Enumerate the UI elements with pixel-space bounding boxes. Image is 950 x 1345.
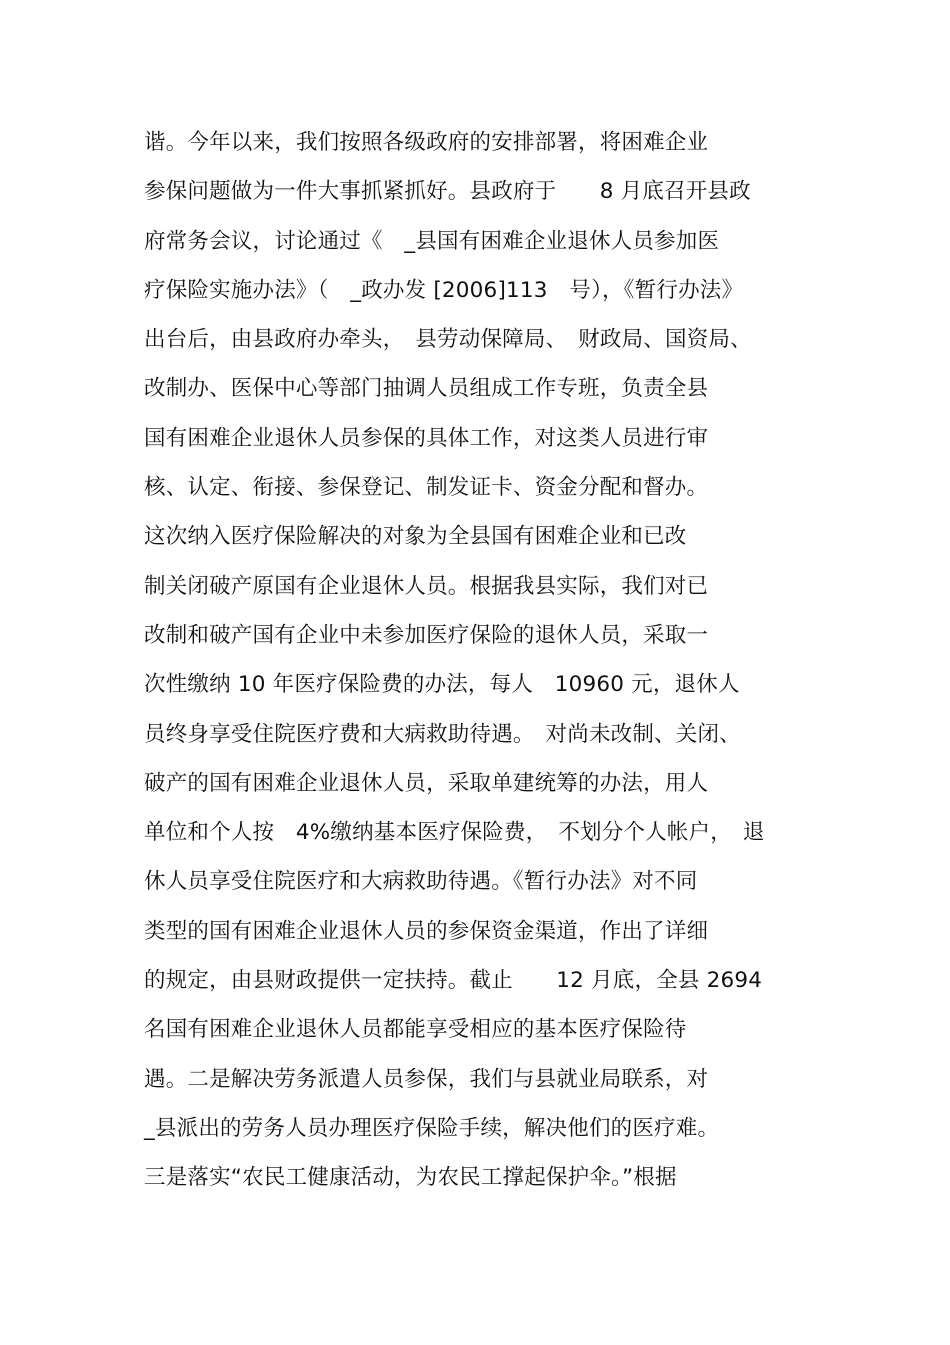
text-line: 参保问题做为一件大事抓紧抓好。县政府于 8 月底召开县政 — [144, 179, 751, 205]
text-line: 国有困难企业退休人员参保的具体工作，对这类人员进行审 — [144, 425, 709, 451]
text-line: 府常务会议，讨论通过《 _县国有困难企业退休人员参加医 — [144, 228, 720, 254]
text-line: 三是落实“农民工健康活动，为农民工撑起保护伞。”根据 — [144, 1165, 677, 1191]
text-line: 制关闭破产原国有企业退休人员。根据我县实际，我们对已 — [144, 573, 709, 599]
text-line: 疗保险实施办法》（ _政办发 [2006]113 号），《暂行办法》 — [144, 277, 744, 303]
text-line: 休人员享受住院医疗和大病救助待遇。《暂行办法》对不同 — [144, 869, 698, 895]
text-line: 这次纳入医疗保险解决的对象为全县国有困难企业和已改 — [144, 524, 687, 550]
text-line: 的规定，由县财政提供一定扶持。截止 12 月底，全县 2694 — [144, 968, 763, 994]
text-line: 出台后，由县政府办牵头， 县劳动保障局、 财政局、国资局、 — [144, 327, 752, 353]
text-line: 改制和破产国有企业中未参加医疗保险的退休人员，采取一 — [144, 622, 709, 648]
text-line: 遇。二是解决劳务派遣人员参保，我们与县就业局联系，对 — [144, 1066, 709, 1092]
text-line: 类型的国有困难企业退休人员的参保资金渠道，作出了详细 — [144, 918, 709, 944]
text-line: 破产的国有困难企业退休人员，采取单建统筹的办法，用人 — [144, 770, 709, 796]
text-line: _县派出的劳务人员办理医疗保险手续，解决他们的医疗难。 — [144, 1115, 720, 1141]
text-line: 谐。今年以来，我们按照各级政府的安排部署，将困难企业 — [144, 130, 709, 155]
body-text — [144, 118, 824, 1203]
text-line: 名国有困难企业退休人员都能享受相应的基本医疗保险待 — [144, 1017, 687, 1043]
text-line: 员终身享受住院医疗费和大病救助待遇。 对尚未改制、关闭、 — [144, 721, 741, 747]
text-line: 核、认定、衔接、参保登记、制发证卡、资金分配和督办。 — [144, 475, 709, 501]
text-line: 次性缴纳 10 年医疗保险费的办法，每人 10960 元，退休人 — [144, 672, 740, 698]
text-line: 改制办、医保中心等部门抽调人员组成工作专班，负责全县 — [144, 376, 709, 402]
text-line: 单位和个人按 4%缴纳基本医疗保险费， 不划分个人帐户， 退 — [144, 820, 765, 846]
